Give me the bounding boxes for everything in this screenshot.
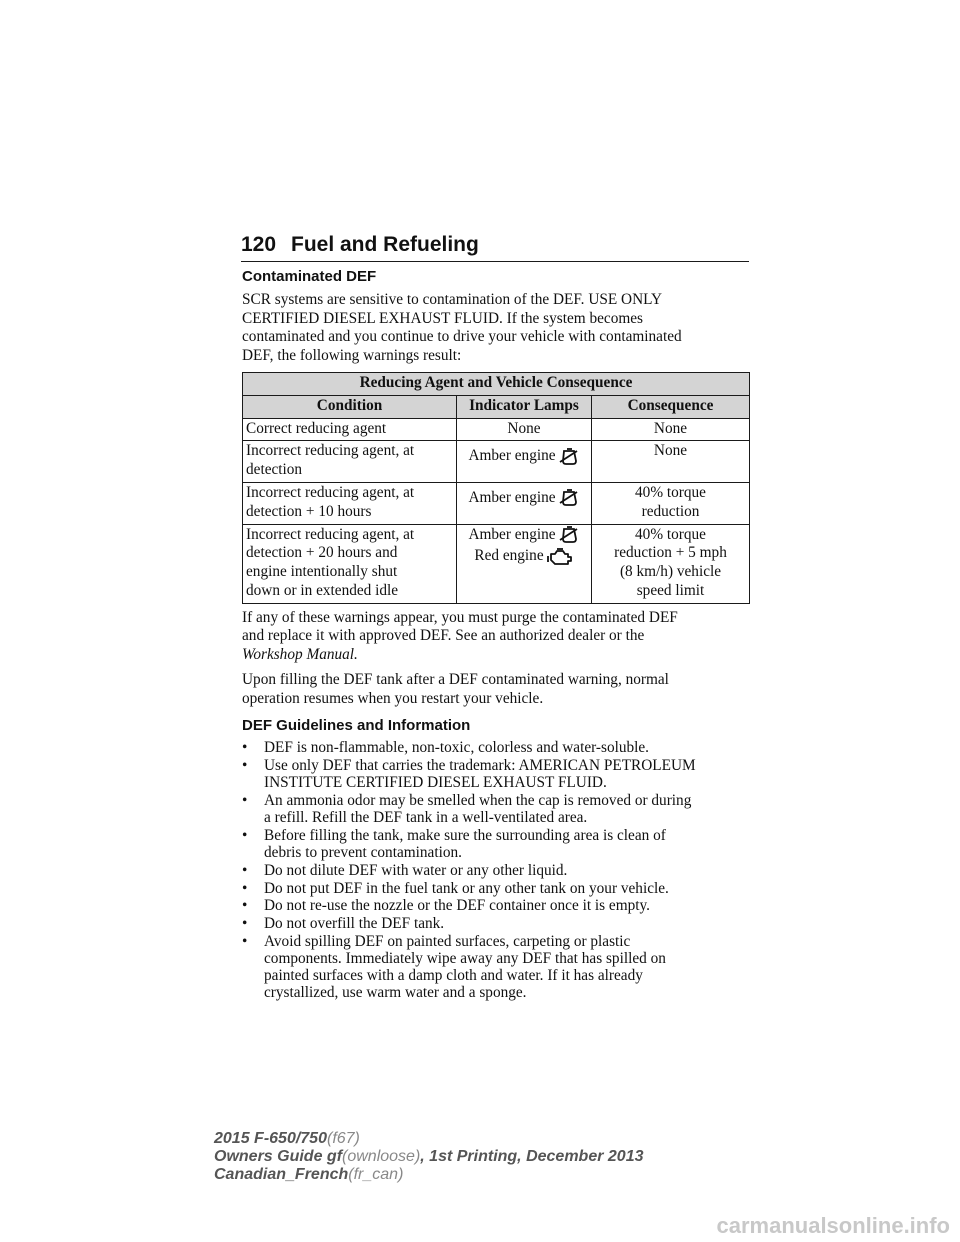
section-title: Fuel and Refueling [291,233,479,256]
list-item: • An ammonia odor may be smelled when the cap is removed or during a refill. Refill the DEF tank in a well-ventilated area. [242,791,692,826]
guidelines-list [242,740,750,1002]
site-watermark: carmanualsonline.info [716,1213,950,1238]
def-warning-icon [558,448,580,466]
condition-cell: Correct reducing agent [243,418,457,441]
table-title-row [243,373,750,396]
check-engine-icon [546,548,574,566]
table-header-row [243,395,750,418]
guidelines-heading: DEF Guidelines and Information [242,717,471,735]
condition-cell: Incorrect reducing agent, at detection [243,441,457,483]
list-item: • Do not overfill the DEF tank. [242,915,445,933]
table-row [243,418,750,441]
reducing-agent-table [242,372,750,604]
print-footer: 2015 F-650/750(f67) Owners Guide gf(ownloose), 1st Printing, December 2013 Canadian_French(fr_can) [214,1130,644,1183]
def-warning-icon [558,526,580,544]
list-item: • Do not dilute DEF with water or any other liquid. [242,861,568,879]
list-item: • Use only DEF that carries the trademark: AMERICAN PETROLEUM INSTITUTE CERTIFIED DIESEL EXHAUST FLUID. [242,757,696,792]
list-item: • DEF is non-flammable, non-toxic, colorless and water-soluble. [242,739,649,757]
list-item: • Do not re-use the nozzle or the DEF container once it is empty. [242,897,650,915]
page-number: 120 [241,233,277,256]
table-row [243,482,750,524]
lamps-cell: Amber engine [457,482,592,524]
def-warning-icon [558,489,580,507]
col-header-condition: Condition [243,395,457,418]
lamps-cell: Amber engine [457,441,592,483]
list-item: • Before filling the tank, make sure the surrounding area is clean of debris to prevent contamination. [242,826,666,861]
page-header [241,229,749,262]
workshop-manual-ref: Workshop Manual. [242,645,358,663]
purge-instructions: If any of these warnings appear, you must purge the contaminated DEF and replace it with approved DEF. See an authorized dealer or the Workshop Manual. [242,608,678,663]
table-title: Reducing Agent and Vehicle Consequence [243,373,750,396]
condition-cell: Incorrect reducing agent, at detection + 20 hours and engine intentionally shut down or in extended idle [243,524,457,603]
lamps-cell: Amber engine Red engine [457,524,592,603]
col-header-lamps: Indicator Lamps [457,395,592,418]
consequence-cell: None [592,418,750,441]
consequence-cell: None [592,441,750,483]
contaminated-intro: SCR systems are sensitive to contamination of the DEF. USE ONLY CERTIFIED DIESEL EXHAUST FLUID. If the system becomes contaminated and you continue to drive your vehicle with contaminated DEF, the following warnings result: [242,291,682,364]
list-item: • Avoid spilling DEF on painted surfaces, carpeting or plastic components. Immediately wipe away any DEF that has spilled on painted surfaces with a damp cloth and water. If it has already crystallized, use warm water and a sponge. [242,933,666,1001]
page-content [242,268,750,1003]
consequence-cell: 40% torque reduction [592,482,750,524]
contaminated-def-heading: Contaminated DEF [242,268,377,285]
condition-cell: Incorrect reducing agent, at detection + 10 hours [243,482,457,524]
restart-note: Upon filling the DEF tank after a DEF contaminated warning, normal operation resumes when you restart your vehicle. [242,671,669,707]
list-item: • Do not put DEF in the fuel tank or any other tank on your vehicle. [242,879,669,897]
col-header-consequence: Consequence [592,395,750,418]
table-row [243,441,750,483]
table-row [243,524,750,603]
lamps-cell: None [457,418,592,441]
consequence-cell: 40% torque reduction + 5 mph (8 km/h) vehicle speed limit [592,524,750,603]
